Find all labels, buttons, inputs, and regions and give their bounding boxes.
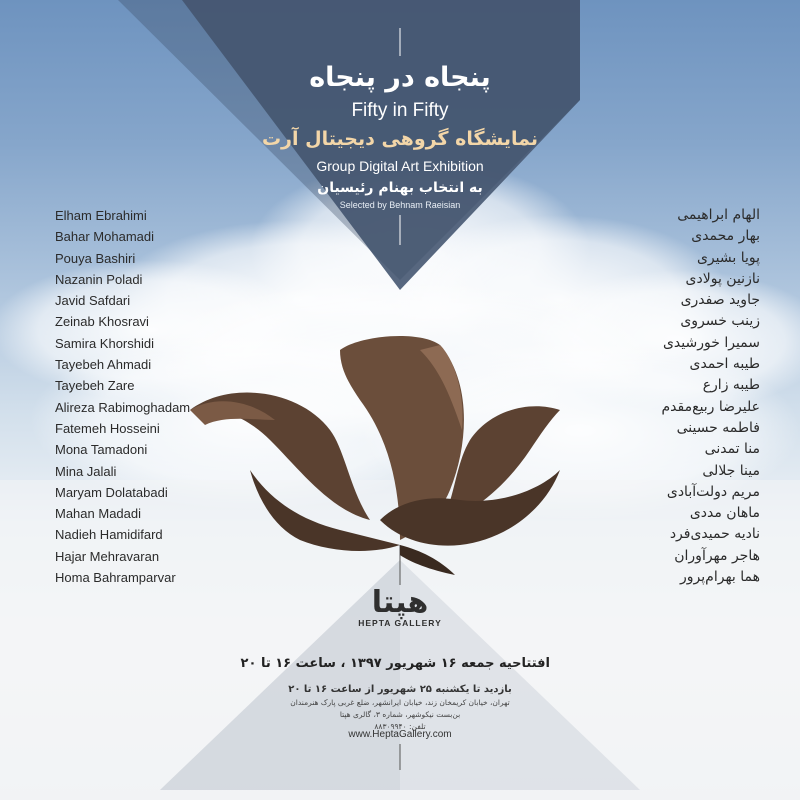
curator-english: Selected by Behnam Raeisian xyxy=(339,200,461,210)
artist-name-english: Nadieh Hamidifard xyxy=(55,527,163,543)
artist-name-persian: ماهان مددی xyxy=(689,505,760,522)
artist-name-persian: هاجر مهرآوران xyxy=(674,547,760,564)
artist-name-persian: نادیه حمیدی‌فرد xyxy=(669,526,760,543)
artist-name-english: Bahar Mohamadi xyxy=(55,229,154,245)
artist-name-persian: منا تمدنی xyxy=(704,441,760,458)
artist-name-english: Maryam Dolatabadi xyxy=(55,484,168,500)
artist-name-persian: مریم دولت‌آبادی xyxy=(666,483,760,500)
artist-name-english: Tayebeh Zare xyxy=(55,378,135,394)
artist-name-persian: علیرضا ربیع‌مقدم xyxy=(661,398,760,415)
artist-list-english xyxy=(55,205,190,588)
artist-name-english: Nazanin Poladi xyxy=(55,271,143,287)
artist-name-persian: طیبه زارع xyxy=(702,377,760,394)
artist-name-persian: بهار محمدی xyxy=(691,228,760,245)
logo-persian: هپتا xyxy=(371,585,429,620)
address-line-1: تهران، خیابان کریمخان زند، خیابان ایرانشهر، ضلع غربی پارک هنرمندان xyxy=(290,698,510,707)
artist-name-english: Tayebeh Ahmadi xyxy=(55,357,152,373)
artist-name-english: Fatemeh Hosseini xyxy=(55,420,160,436)
artist-name-english: Hajar Mehravaran xyxy=(55,548,160,564)
address-line-2: بن‌بست نیکوشهر، شماره ۳، گالری هپتا xyxy=(339,710,461,719)
subtitle-persian: نمایشگاه گروهی دیجیتال آرت xyxy=(261,128,539,150)
artist-name-english: Homa Bahramparvar xyxy=(55,570,176,586)
artist-name-persian: هما بهرام‌پرور xyxy=(680,569,760,586)
artist-name-english: Samira Khorshidi xyxy=(55,335,154,351)
artist-name-persian: زینب خسروی xyxy=(680,313,760,330)
title-english: Fifty in Fifty xyxy=(351,100,449,121)
artist-name-english: Mona Tamadoni xyxy=(55,442,148,458)
artist-name-english: Elham Ebrahimi xyxy=(55,208,147,223)
artist-name-english: Zeinab Khosravi xyxy=(55,314,149,330)
artist-name-persian: طیبه احمدی xyxy=(689,356,760,373)
website-link[interactable]: www.HeptaGallery.com xyxy=(348,729,452,740)
artist-name-english: Mina Jalali xyxy=(55,463,117,479)
artist-name-english: Alireza Rabimoghadam xyxy=(55,399,191,415)
artist-name-persian: الهام ابراهیمی xyxy=(677,207,760,223)
artist-name-persian: پویا بشیری xyxy=(696,249,760,266)
artist-name-persian: نازنین پولادی xyxy=(685,270,760,287)
logo-english: HEPTA GALLERY xyxy=(358,618,442,628)
artist-name-persian: سمیرا خورشیدی xyxy=(662,334,760,351)
artist-name-persian: جاوید صفدری xyxy=(680,292,760,309)
artist-list-persian xyxy=(540,205,760,588)
hepta-gallery-logo xyxy=(348,585,452,628)
opening-info: افتتاحیه جمعه ۱۶ شهریور ۱۳۹۷ ، ساعت ۱۶ تا ۲۰ xyxy=(240,656,550,671)
artist-name-persian: فاطمه حسینی xyxy=(676,419,760,436)
visiting-hours: بازدید تا یکشنبه ۲۵ شهریور از ساعت ۱۶ تا ۲۰ xyxy=(288,684,512,695)
title-persian: پنجاه در پنجاه xyxy=(309,62,491,93)
artist-name-english: Javid Safdari xyxy=(55,293,131,309)
subtitle-english: Group Digital Art Exhibition xyxy=(316,158,484,174)
curator-persian: به انتخاب بهنام رئیسیان xyxy=(317,180,483,196)
artist-name-persian: مینا جلالی xyxy=(702,462,760,479)
artist-name-english: Mahan Madadi xyxy=(55,506,141,522)
phone-number: تلفن: ۸۸۳۰۹۹۴۰ xyxy=(374,722,426,731)
artist-name-english: Pouya Bashiri xyxy=(55,250,136,266)
